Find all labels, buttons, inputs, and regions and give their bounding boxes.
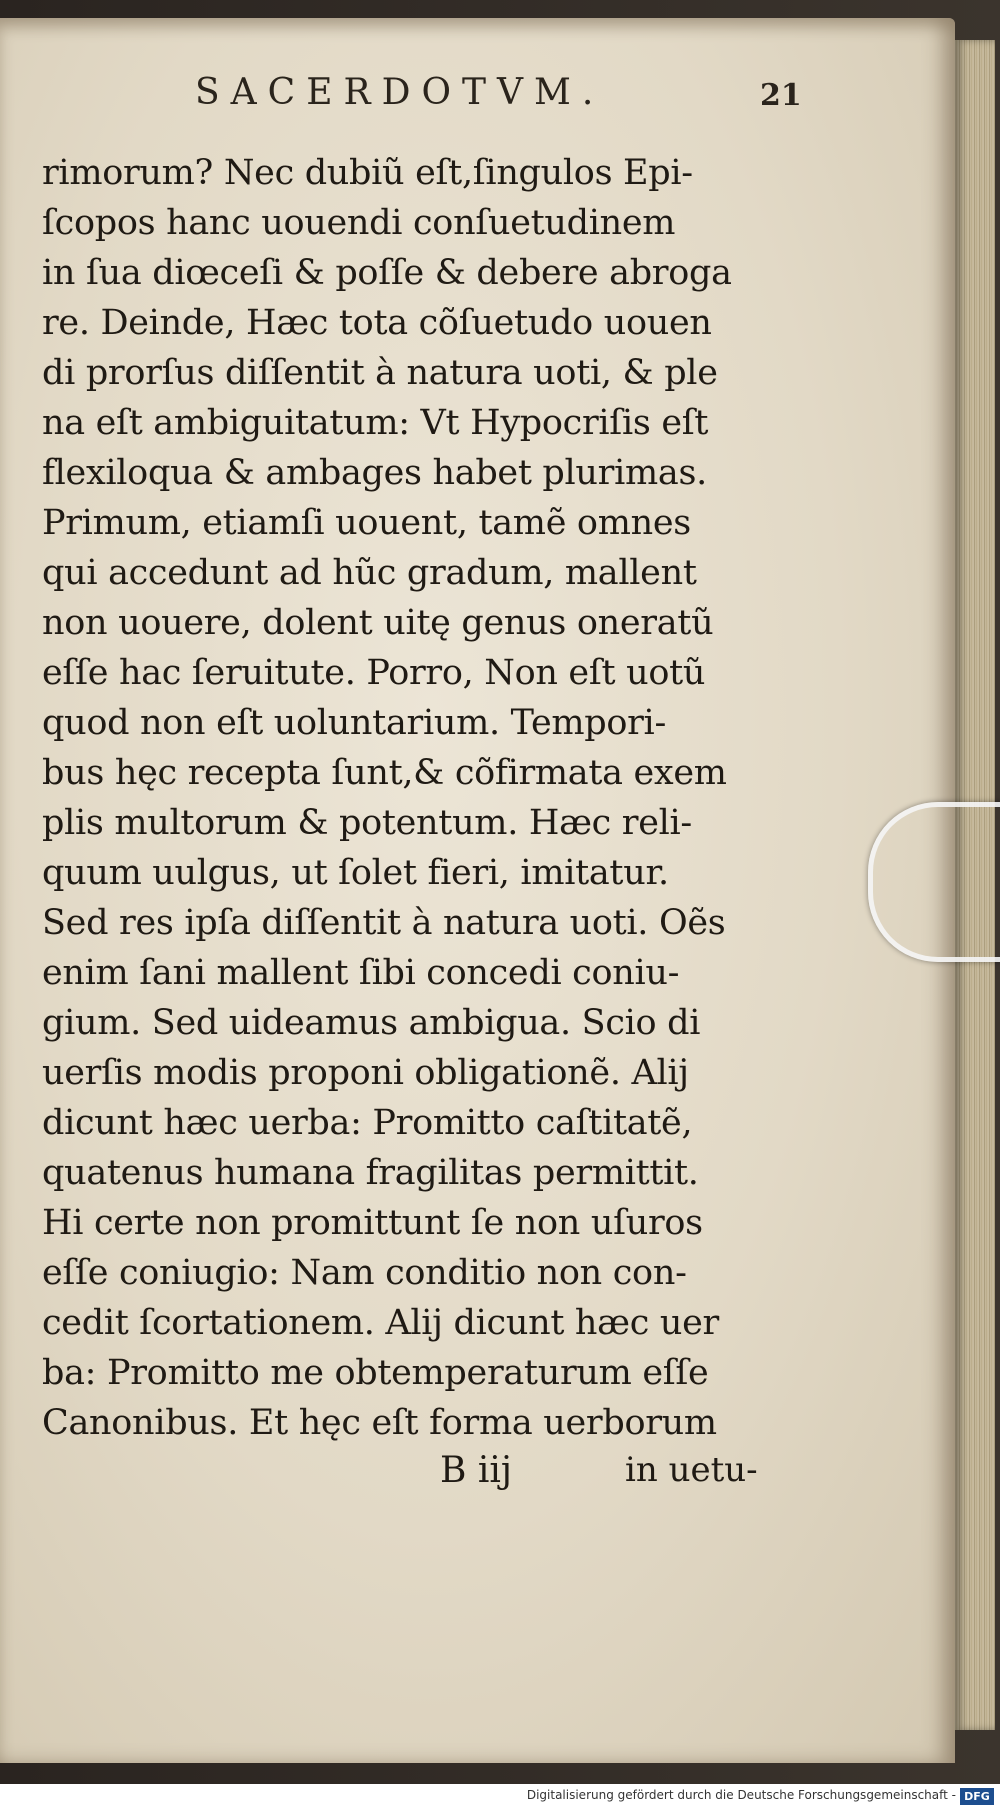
text-line: Hi certe non promittunt ſe non uſuros <box>42 1203 703 1243</box>
text-line: uerſis modis proponi obligationẽ. Alij <box>42 1053 689 1093</box>
text-line: re. Deinde, Hæc tota cõſuetudo uouen <box>42 303 712 343</box>
text-line: quod non eſt uoluntarium. Tempori- <box>42 703 666 743</box>
text-line: in ſua diœceſi & poſſe & debere abroga <box>42 253 732 293</box>
text-line: ba: Promitto me obtemperaturum eſſe <box>42 1353 709 1393</box>
text-line: gium. Sed uideamus ambigua. Scio di <box>42 1003 701 1043</box>
text-line: eſſe hac ſeruitute. Porro, Non eſt uotũ <box>42 653 706 693</box>
catchword: in uetu- <box>625 1450 758 1490</box>
dfg-logo: DFG <box>960 1788 994 1805</box>
text-line: flexiloqua & ambages habet plurimas. <box>42 453 707 493</box>
running-head: SACERDOTVM. <box>195 72 605 113</box>
text-line: cedit ſcortationem. Alij dicunt hæc uer <box>42 1303 719 1343</box>
signature-mark: B iij <box>440 1450 513 1491</box>
text-line: Canonibus. Et hęc eſt forma uerborum <box>42 1403 717 1443</box>
text-line: eſſe coniugio: Nam conditio non con- <box>42 1253 687 1293</box>
footer-bar <box>0 1784 1000 1810</box>
text-line: Primum, etiamſi uouent, tamẽ omnes <box>42 503 691 543</box>
text-line: di prorſus diſſentit à natura uoti, & ple <box>42 353 718 393</box>
text-line: non uouere, dolent uitę genus oneratũ <box>42 603 714 643</box>
text-line: plis multorum & potentum. Hæc reli- <box>42 803 692 843</box>
body-text <box>42 148 802 1448</box>
text-line: qui accedunt ad hũc gradum, mallent <box>42 553 697 593</box>
text-line: ſcopos hanc uouendi conſuetudinem <box>42 203 676 243</box>
text-line: dicunt hæc uerba: Promitto caſtitatẽ, <box>42 1103 693 1143</box>
text-line: bus hęc recepta ſunt,& cõfirmata exem <box>42 753 727 793</box>
text-line: quum uulgus, ut ſolet fieri, imitatur. <box>42 853 669 893</box>
page-clip <box>868 802 1000 962</box>
page-number: 21 <box>760 78 802 113</box>
text-line: enim ſani mallent ſibi concedi coniu- <box>42 953 680 993</box>
text-line: Sed res ipſa diſſentit à natura uoti. Oẽs <box>42 903 726 943</box>
text-line: rimorum? Nec dubiũ eſt,ſingulos Epi- <box>42 153 693 193</box>
text-line: quatenus humana fragilitas permittit. <box>42 1153 699 1193</box>
text-line: na eſt ambiguitatum: Vt Hypocriſis eſt <box>42 403 709 443</box>
footer-credit: Digitalisierung gefördert durch die Deutsche Forschungsgemeinschaft - <box>526 1788 956 1802</box>
